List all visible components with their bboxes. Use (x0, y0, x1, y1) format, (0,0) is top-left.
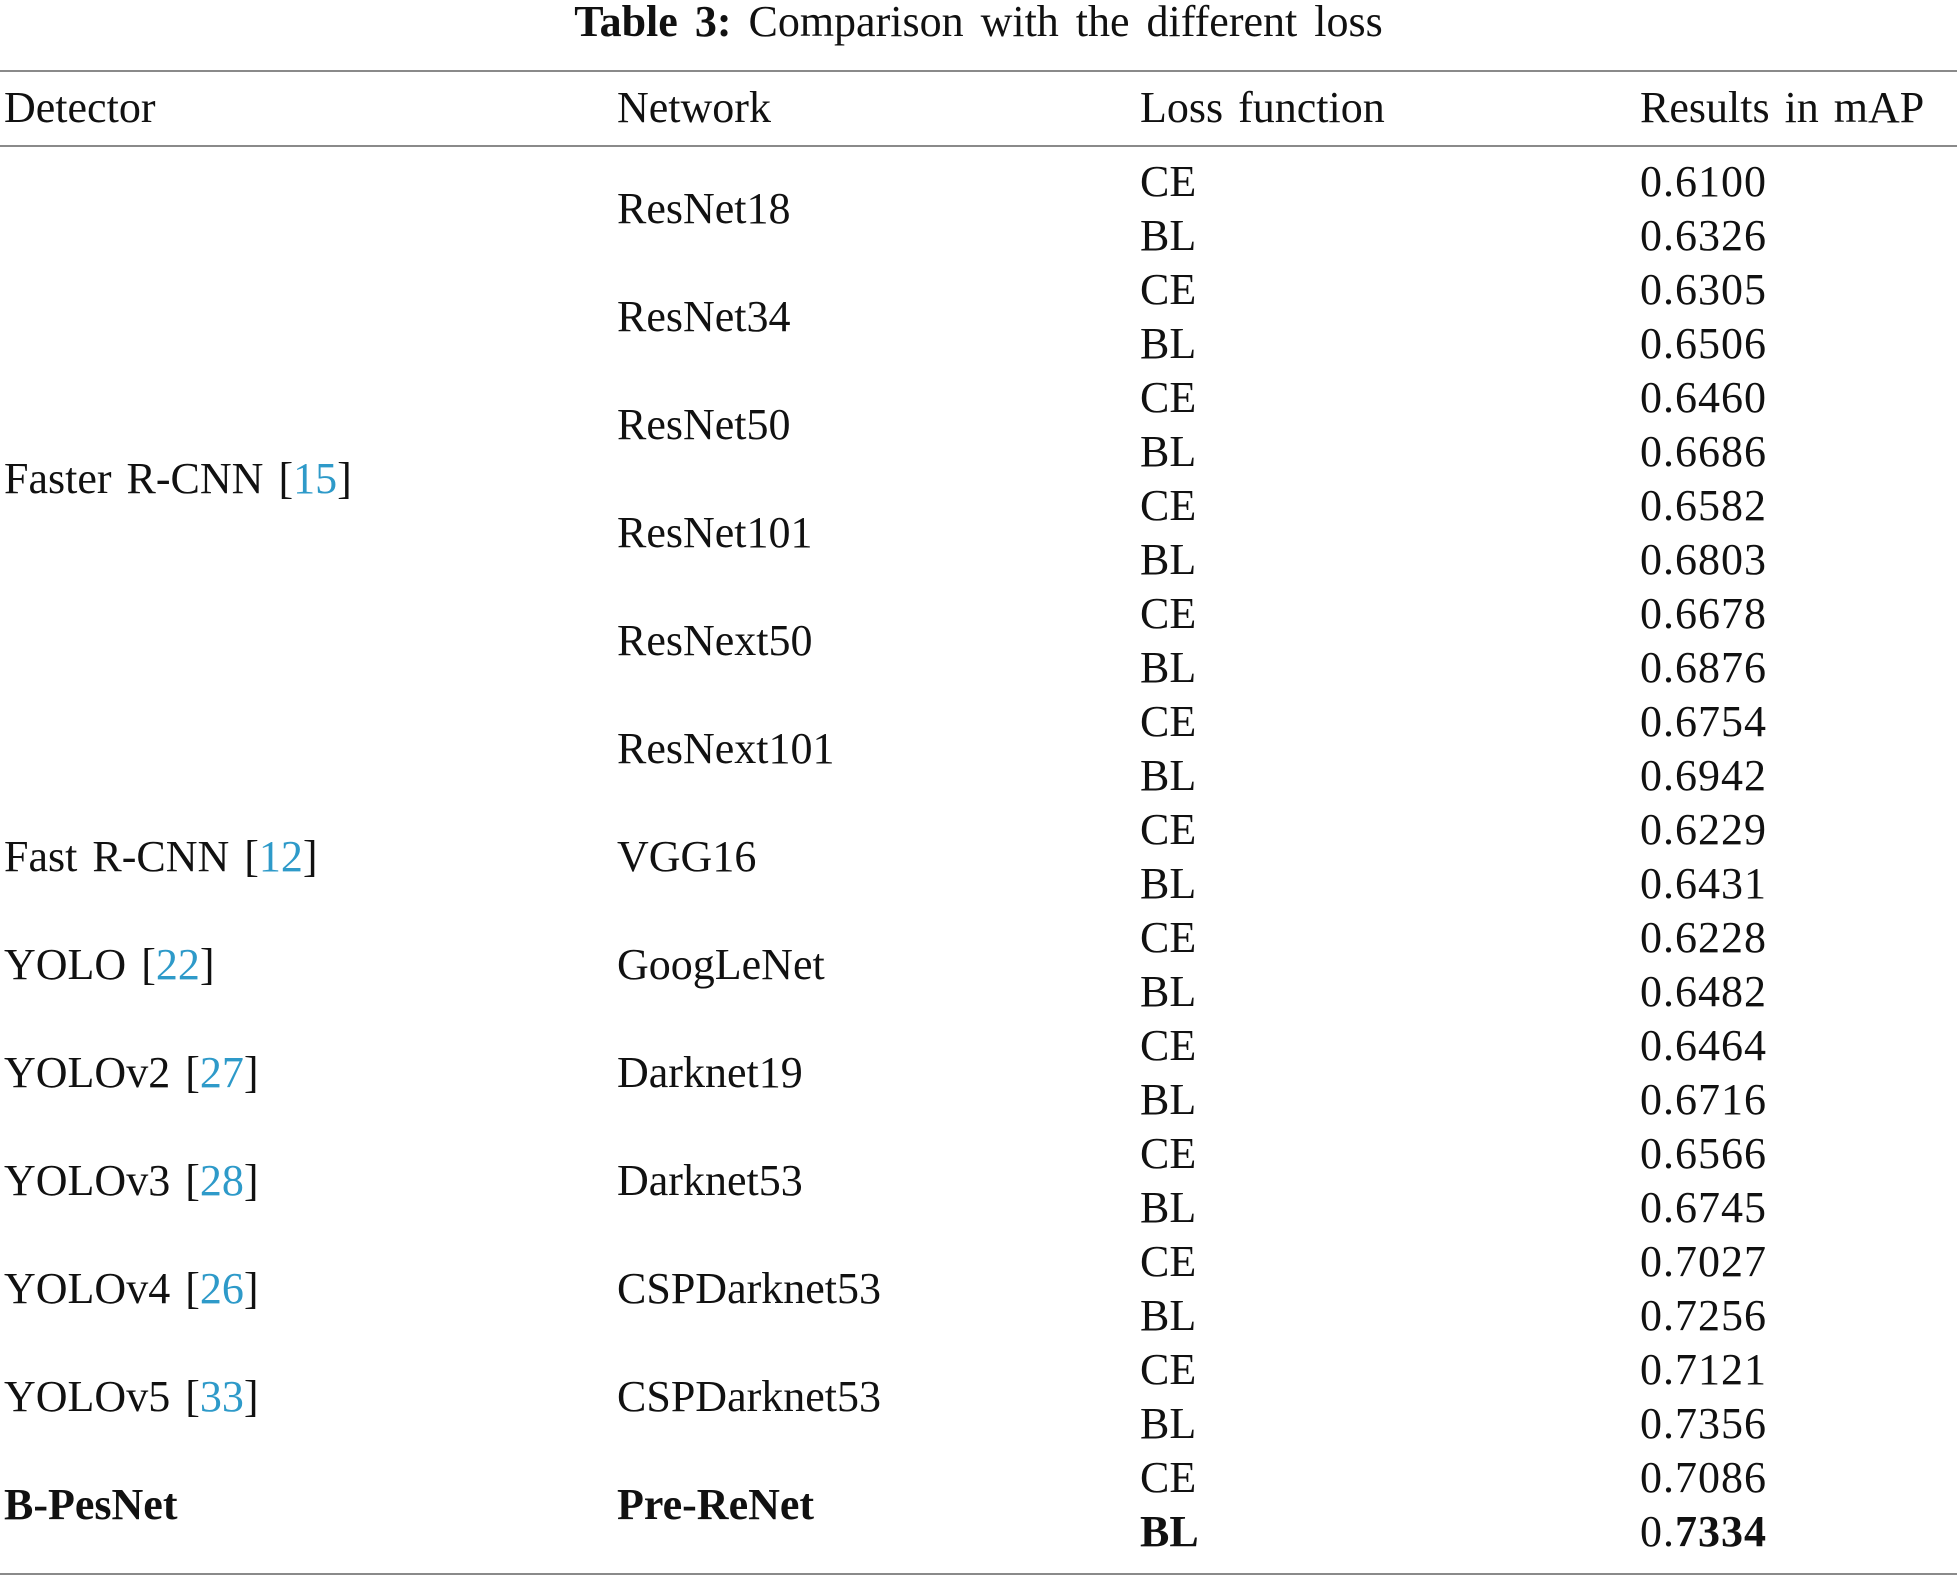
citation-link[interactable]: 15 (293, 454, 338, 503)
loss-function-cell: BL (1140, 211, 1197, 260)
result-cell: 0.6686 (1640, 427, 1767, 476)
result-cell: 0.6464 (1640, 1021, 1767, 1070)
network-cell: Pre-ReNet (617, 1480, 815, 1529)
citation-link[interactable]: 33 (199, 1372, 244, 1421)
result-cell: 0.7256 (1640, 1291, 1767, 1340)
result-cell: 0.6482 (1640, 967, 1767, 1016)
loss-function-cell: CE (1140, 805, 1197, 854)
detector-cell: YOLOv5 [33] (4, 1372, 259, 1421)
detector-cell: Fast R-CNN [12] (4, 832, 318, 881)
citation-link[interactable]: 28 (199, 1156, 244, 1205)
header-network: Network (617, 83, 771, 132)
loss-function-cell: BL (1140, 427, 1197, 476)
result-cell: 0.6566 (1640, 1129, 1767, 1178)
network-cell: ResNet34 (617, 292, 791, 341)
detector-cell: YOLO [22] (4, 940, 215, 989)
result-cell: 0.7086 (1640, 1453, 1767, 1502)
result-cell: 0.6229 (1640, 805, 1767, 854)
loss-function-cell: BL (1140, 1399, 1197, 1448)
header-rule (0, 145, 1957, 147)
network-cell: ResNet18 (617, 184, 791, 233)
detector-name: YOLOv2 (4, 1048, 171, 1097)
bottom-rule (0, 1573, 1957, 1575)
loss-function-cell: CE (1140, 1021, 1197, 1070)
loss-function-cell: CE (1140, 1129, 1197, 1178)
result-cell: 0.7027 (1640, 1237, 1767, 1286)
table-caption (0, 0, 1957, 44)
result-cell: 0.6460 (1640, 373, 1767, 422)
loss-function-cell: BL (1140, 319, 1197, 368)
loss-function-cell: BL (1140, 967, 1197, 1016)
loss-function-cell: BL (1140, 1291, 1197, 1340)
loss-function-cell: CE (1140, 265, 1197, 314)
loss-function-cell: BL (1140, 859, 1197, 908)
detector-name: YOLOv4 (4, 1264, 171, 1313)
detector-cell: Faster R-CNN [15] (4, 454, 352, 503)
loss-function-cell: CE (1140, 373, 1197, 422)
result-cell: 0.6305 (1640, 265, 1767, 314)
loss-function-cell: BL (1140, 1183, 1197, 1232)
loss-function-cell: CE (1140, 481, 1197, 530)
citation-link[interactable]: 12 (258, 832, 303, 881)
citation-link[interactable]: 26 (199, 1264, 244, 1313)
result-cell: 0.7121 (1640, 1345, 1767, 1394)
result-cell: 0.6745 (1640, 1183, 1767, 1232)
result-cell: 0.6326 (1640, 211, 1767, 260)
result-cell: 0.6942 (1640, 751, 1767, 800)
result-cell: 0.6506 (1640, 319, 1767, 368)
network-cell: ResNet50 (617, 400, 791, 449)
loss-function-cell: CE (1140, 1453, 1197, 1502)
network-cell: ResNext101 (617, 724, 835, 773)
detector-cell: YOLOv4 [26] (4, 1264, 259, 1313)
header-results: Results in mAP (1640, 83, 1925, 132)
caption-text: Comparison with the different loss (748, 0, 1383, 46)
network-cell: VGG16 (617, 832, 757, 881)
loss-function-cell: CE (1140, 157, 1197, 206)
network-cell: GoogLeNet (617, 940, 825, 989)
result-cell: 0.7356 (1640, 1399, 1767, 1448)
detector-name: YOLOv3 (4, 1156, 171, 1205)
result-best-digits: 7334 (1675, 1507, 1767, 1556)
header-detector: Detector (4, 83, 156, 132)
result-cell: 0.6754 (1640, 697, 1767, 746)
loss-function-cell: BL (1140, 1507, 1199, 1556)
result-cell: 0.6876 (1640, 643, 1767, 692)
citation-link[interactable]: 22 (155, 940, 200, 989)
header-loss-function: Loss function (1140, 83, 1385, 132)
loss-function-cell: CE (1140, 1237, 1197, 1286)
result-cell: 0.6803 (1640, 535, 1767, 584)
detector-cell (4, 1478, 178, 1532)
network-cell: ResNet101 (617, 508, 813, 557)
loss-function-cell: CE (1140, 1345, 1197, 1394)
network-cell: Darknet19 (617, 1048, 803, 1097)
result-lead: 0. (1640, 1507, 1675, 1556)
network-cell: Darknet53 (617, 1156, 803, 1205)
loss-function-cell: BL (1140, 751, 1197, 800)
result-cell (1640, 1505, 1767, 1559)
citation-link[interactable]: 27 (199, 1048, 244, 1097)
loss-function-cell: CE (1140, 697, 1197, 746)
network-cell: CSPDarknet53 (617, 1372, 881, 1421)
loss-function-cell: CE (1140, 589, 1197, 638)
result-cell: 0.6582 (1640, 481, 1767, 530)
loss-function-cell: BL (1140, 535, 1197, 584)
result-cell: 0.6431 (1640, 859, 1767, 908)
result-cell: 0.6716 (1640, 1075, 1767, 1124)
detector-name: YOLO (4, 940, 127, 989)
caption-label: Table 3: (574, 0, 732, 46)
result-cell: 0.6100 (1640, 157, 1767, 206)
detector-name: Faster R-CNN (4, 454, 264, 503)
detector-cell: YOLOv2 [27] (4, 1048, 259, 1097)
network-cell: ResNext50 (617, 616, 813, 665)
detector-name: B-PesNet (4, 1480, 178, 1529)
loss-function-cell: BL (1140, 643, 1197, 692)
network-cell: CSPDarknet53 (617, 1264, 881, 1313)
loss-function-cell: BL (1140, 1075, 1197, 1124)
detector-cell: YOLOv3 [28] (4, 1156, 259, 1205)
result-cell: 0.6678 (1640, 589, 1767, 638)
detector-name: Fast R-CNN (4, 832, 230, 881)
loss-function-cell: CE (1140, 913, 1197, 962)
detector-name: YOLOv5 (4, 1372, 171, 1421)
result-cell: 0.6228 (1640, 913, 1767, 962)
top-rule (0, 70, 1957, 72)
